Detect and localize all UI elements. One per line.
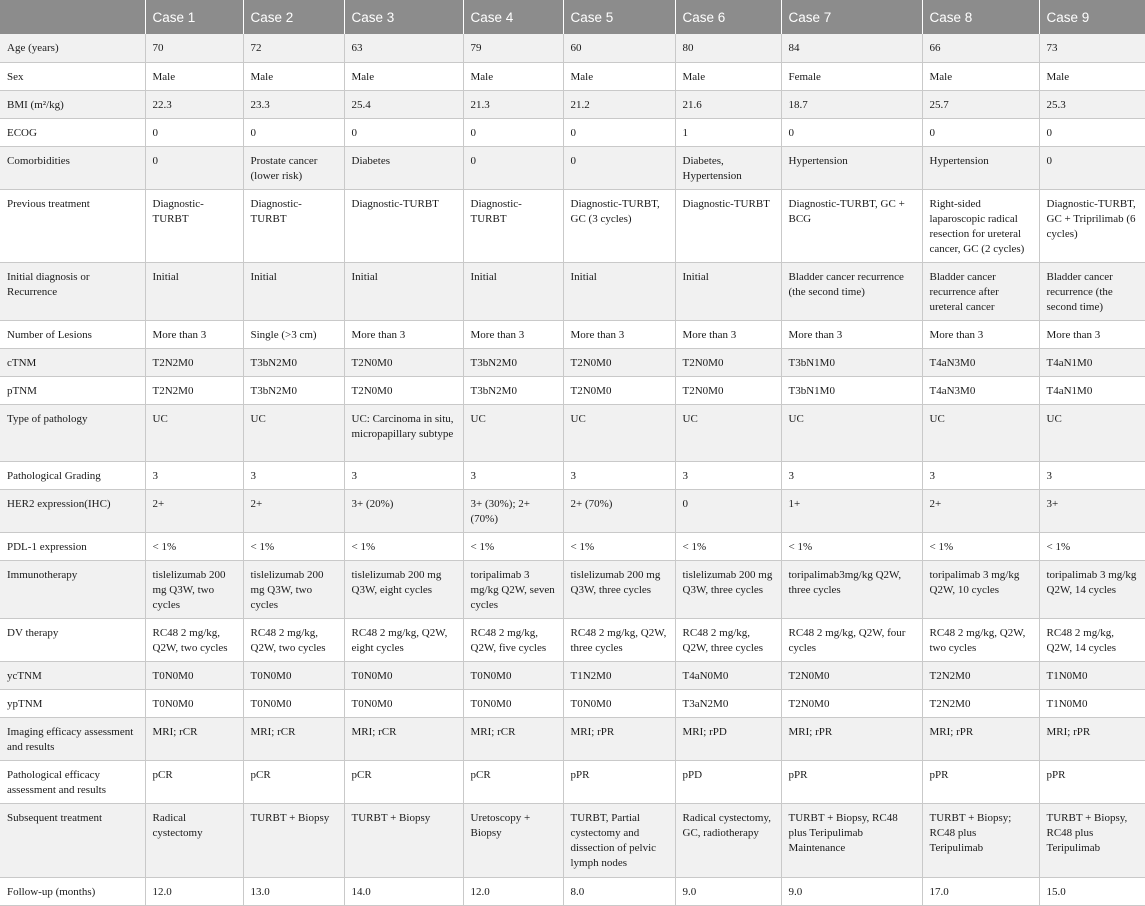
table-cell: toripalimab3mg/kg Q2W, three cycles — [781, 560, 922, 618]
table-cell: 72 — [243, 34, 344, 62]
table-cell: Diabetes — [344, 146, 463, 189]
table-cell: Bladder cancer recurrence after ureteral cancer — [922, 262, 1039, 320]
table-cell: toripalimab 3 mg/kg Q2W, 10 cycles — [922, 560, 1039, 618]
row-label: Age (years) — [0, 34, 145, 62]
row-label: ycTNM — [0, 661, 145, 689]
table-row — [0, 376, 1145, 404]
table-cell: Radical cystectomy — [145, 803, 243, 877]
row-label: cTNM — [0, 348, 145, 376]
table-cell: Initial — [675, 262, 781, 320]
table-cell: < 1% — [922, 532, 1039, 560]
table-cell: tislelizumab 200 mg Q3W, three cycles — [675, 560, 781, 618]
table-cell: More than 3 — [1039, 320, 1145, 348]
table-cell: 9.0 — [675, 877, 781, 905]
table-cell: 9.0 — [781, 877, 922, 905]
table-cell: UC — [1039, 404, 1145, 461]
table-cell: < 1% — [675, 532, 781, 560]
row-label: ypTNM — [0, 689, 145, 717]
row-label: Previous treatment — [0, 189, 145, 262]
table-cell: Male — [145, 62, 243, 90]
table-cell: MRI; rPR — [1039, 717, 1145, 760]
table-cell: TURBT + Biopsy; RC48 plus Teripulimab — [922, 803, 1039, 877]
table-row — [0, 803, 1145, 877]
row-label: Pathological Grading — [0, 461, 145, 489]
table-cell: UC: Carcinoma in situ, micropapillary subtype — [344, 404, 463, 461]
table-cell: Bladder cancer recurrence (the second time) — [1039, 262, 1145, 320]
table-cell: < 1% — [344, 532, 463, 560]
table-cell: 60 — [563, 34, 675, 62]
table-cell: 1 — [675, 118, 781, 146]
header-corner — [0, 0, 145, 34]
table-cell: Diagnostic-TURBT, GC + BCG — [781, 189, 922, 262]
table-cell: T2N0M0 — [675, 376, 781, 404]
table-cell: T0N0M0 — [463, 661, 563, 689]
table-cell: T0N0M0 — [563, 689, 675, 717]
table-cell: 3+ (20%) — [344, 489, 463, 532]
table-cell: 0 — [563, 146, 675, 189]
table-cell: 1+ — [781, 489, 922, 532]
table-cell: More than 3 — [922, 320, 1039, 348]
table-cell: pCR — [463, 760, 563, 803]
table-cell: Diagnostic-TURBT — [463, 189, 563, 262]
table-cell: 80 — [675, 34, 781, 62]
table-cell: 3+ (30%); 2+ (70%) — [463, 489, 563, 532]
table-cell: 2+ — [145, 489, 243, 532]
table-cell: T4aN1M0 — [1039, 376, 1145, 404]
table-cell: Right-sided laparoscopic radical resection for ureteral cancer, GC (2 cycles) — [922, 189, 1039, 262]
table-cell: MRI; rPR — [922, 717, 1039, 760]
table-cell: Initial — [145, 262, 243, 320]
table-row — [0, 689, 1145, 717]
table-cell: 3 — [243, 461, 344, 489]
table-cell: 2+ — [243, 489, 344, 532]
table-cell: 25.7 — [922, 90, 1039, 118]
table-header-row — [0, 0, 1145, 34]
table-cell: 63 — [344, 34, 463, 62]
row-label: DV therapy — [0, 618, 145, 661]
table-cell: 13.0 — [243, 877, 344, 905]
table-cell: T0N0M0 — [243, 661, 344, 689]
table-row — [0, 146, 1145, 189]
table-cell: 21.3 — [463, 90, 563, 118]
row-label: Pathological efficacy assessment and results — [0, 760, 145, 803]
table-cell: UC — [922, 404, 1039, 461]
table-cell: T2N0M0 — [781, 661, 922, 689]
table-cell: Uretoscopy + Biopsy — [463, 803, 563, 877]
table-row — [0, 34, 1145, 62]
table-cell: T3bN1M0 — [781, 376, 922, 404]
table-cell: 14.0 — [344, 877, 463, 905]
table-cell: UC — [675, 404, 781, 461]
header-case-4: Case 4 — [463, 0, 563, 34]
table-cell: toripalimab 3 mg/kg Q2W, seven cycles — [463, 560, 563, 618]
table-cell: 0 — [675, 489, 781, 532]
table-cell: tislelizumab 200 mg Q3W, three cycles — [563, 560, 675, 618]
table-cell: T2N0M0 — [781, 689, 922, 717]
table-row — [0, 262, 1145, 320]
table-cell: Diagnostic-TURBT — [344, 189, 463, 262]
table-cell: T1N0M0 — [1039, 689, 1145, 717]
table-cell: MRI; rPD — [675, 717, 781, 760]
table-cell: 15.0 — [1039, 877, 1145, 905]
row-label: Sex — [0, 62, 145, 90]
table-cell: RC48 2 mg/kg, Q2W, three cycles — [563, 618, 675, 661]
table-cell: TURBT + Biopsy — [344, 803, 463, 877]
table-cell: TURBT, Partial cystectomy and dissection of pelvic lymph nodes — [563, 803, 675, 877]
table-cell: T3bN2M0 — [243, 348, 344, 376]
row-label: Imaging efficacy assessment and results — [0, 717, 145, 760]
table-cell: T0N0M0 — [463, 689, 563, 717]
table-cell: Hypertension — [922, 146, 1039, 189]
table-cell: RC48 2 mg/kg, Q2W, eight cycles — [344, 618, 463, 661]
header-case-5: Case 5 — [563, 0, 675, 34]
table-cell: < 1% — [463, 532, 563, 560]
header-case-3: Case 3 — [344, 0, 463, 34]
row-label: Immunotherapy — [0, 560, 145, 618]
table-cell: T0N0M0 — [243, 689, 344, 717]
table-cell: Initial — [563, 262, 675, 320]
table-cell: T2N0M0 — [563, 376, 675, 404]
table-cell: T1N2M0 — [563, 661, 675, 689]
row-label: Initial diagnosis or Recurrence — [0, 262, 145, 320]
table-cell: 23.3 — [243, 90, 344, 118]
table-cell: UC — [145, 404, 243, 461]
table-row — [0, 532, 1145, 560]
table-cell: Bladder cancer recurrence (the second time) — [781, 262, 922, 320]
table-cell: T3aN2M0 — [675, 689, 781, 717]
table-cell: 3 — [563, 461, 675, 489]
table-cell: T2N0M0 — [344, 376, 463, 404]
header-case-8: Case 8 — [922, 0, 1039, 34]
table-cell: 12.0 — [145, 877, 243, 905]
table-cell: 2+ — [922, 489, 1039, 532]
table-row — [0, 348, 1145, 376]
table-cell: T4aN3M0 — [922, 348, 1039, 376]
table-cell: 0 — [1039, 118, 1145, 146]
table-cell: 0 — [781, 118, 922, 146]
table-cell: T3bN1M0 — [781, 348, 922, 376]
table-cell: Single (>3 cm) — [243, 320, 344, 348]
table-cell: pCR — [344, 760, 463, 803]
row-label: Follow-up (months) — [0, 877, 145, 905]
table-row — [0, 560, 1145, 618]
table-body — [0, 34, 1145, 905]
row-label: HER2 expression(IHC) — [0, 489, 145, 532]
table-cell: UC — [563, 404, 675, 461]
table-cell: 18.7 — [781, 90, 922, 118]
table-cell: tislelizumab 200 mg Q3W, two cycles — [243, 560, 344, 618]
table-cell: Prostate cancer (lower risk) — [243, 146, 344, 189]
table-cell: T0N0M0 — [344, 689, 463, 717]
table-cell: 3 — [463, 461, 563, 489]
table-cell: Diagnostic-TURBT — [675, 189, 781, 262]
table-cell: UC — [463, 404, 563, 461]
table-cell: MRI; rCR — [463, 717, 563, 760]
table-row — [0, 118, 1145, 146]
table-cell: More than 3 — [145, 320, 243, 348]
header-case-2: Case 2 — [243, 0, 344, 34]
table-row — [0, 717, 1145, 760]
row-label: Comorbidities — [0, 146, 145, 189]
header-case-6: Case 6 — [675, 0, 781, 34]
table-cell: pPR — [922, 760, 1039, 803]
table-cell: RC48 2 mg/kg, Q2W, 14 cycles — [1039, 618, 1145, 661]
table-cell: Diagnostic-TURBT, GC + Triprilimab (6 cycles) — [1039, 189, 1145, 262]
table-row — [0, 461, 1145, 489]
table-cell: 0 — [243, 118, 344, 146]
table-row — [0, 877, 1145, 905]
table-cell: 3 — [922, 461, 1039, 489]
table-cell: toripalimab 3 mg/kg Q2W, 14 cycles — [1039, 560, 1145, 618]
table-cell: 0 — [1039, 146, 1145, 189]
table-cell: pPR — [1039, 760, 1145, 803]
table-cell: 25.4 — [344, 90, 463, 118]
table-cell: 2+ (70%) — [563, 489, 675, 532]
table-cell: T0N0M0 — [145, 689, 243, 717]
table-cell: RC48 2 mg/kg, Q2W, two cycles — [243, 618, 344, 661]
table-cell: 3 — [675, 461, 781, 489]
table-cell: More than 3 — [563, 320, 675, 348]
table-cell: TURBT + Biopsy, RC48 plus Teripulimab — [1039, 803, 1145, 877]
row-label: BMI (m²/kg) — [0, 90, 145, 118]
table-cell: Male — [463, 62, 563, 90]
table-cell: T2N2M0 — [145, 348, 243, 376]
table-cell: 0 — [463, 118, 563, 146]
table-cell: 0 — [922, 118, 1039, 146]
table-cell: RC48 2 mg/kg, Q2W, two cycles — [145, 618, 243, 661]
table-row — [0, 489, 1145, 532]
table-cell: MRI; rPR — [563, 717, 675, 760]
table-cell: 0 — [344, 118, 463, 146]
table-cell: T1N0M0 — [1039, 661, 1145, 689]
table-cell: Hypertension — [781, 146, 922, 189]
table-cell: tislelizumab 200 mg Q3W, eight cycles — [344, 560, 463, 618]
table-row — [0, 760, 1145, 803]
table-cell: MRI; rPR — [781, 717, 922, 760]
table-cell: pPR — [781, 760, 922, 803]
table-cell: More than 3 — [781, 320, 922, 348]
table-row — [0, 618, 1145, 661]
table-cell: Male — [1039, 62, 1145, 90]
table-cell: pPR — [563, 760, 675, 803]
header-case-1: Case 1 — [145, 0, 243, 34]
table-cell: T2N0M0 — [675, 348, 781, 376]
table-cell: 21.6 — [675, 90, 781, 118]
table-cell: 22.3 — [145, 90, 243, 118]
table-cell: < 1% — [145, 532, 243, 560]
row-label: Subsequent treatment — [0, 803, 145, 877]
table-cell: 0 — [145, 146, 243, 189]
table-cell: T3bN2M0 — [463, 348, 563, 376]
table-cell: T0N0M0 — [145, 661, 243, 689]
table-row — [0, 661, 1145, 689]
table-cell: UC — [781, 404, 922, 461]
table-cell: UC — [243, 404, 344, 461]
table-cell: MRI; rCR — [145, 717, 243, 760]
row-label: PDL-1 expression — [0, 532, 145, 560]
header-case-7: Case 7 — [781, 0, 922, 34]
table-cell: 17.0 — [922, 877, 1039, 905]
table-cell: < 1% — [243, 532, 344, 560]
table-cell: Diabetes, Hypertension — [675, 146, 781, 189]
table-cell: T3bN2M0 — [243, 376, 344, 404]
table-cell: Male — [344, 62, 463, 90]
table-cell: T4aN3M0 — [922, 376, 1039, 404]
table-cell: More than 3 — [463, 320, 563, 348]
table-row — [0, 90, 1145, 118]
table-cell: < 1% — [563, 532, 675, 560]
table-cell: 21.2 — [563, 90, 675, 118]
table-cell: pCR — [243, 760, 344, 803]
table-cell: Male — [922, 62, 1039, 90]
table-row — [0, 320, 1145, 348]
table-cell: 66 — [922, 34, 1039, 62]
table-cell: T2N0M0 — [344, 348, 463, 376]
table-cell: RC48 2 mg/kg, Q2W, three cycles — [675, 618, 781, 661]
table-cell: tislelizumab 200 mg Q3W, two cycles — [145, 560, 243, 618]
table-cell: T4aN0M0 — [675, 661, 781, 689]
row-label: Type of pathology — [0, 404, 145, 461]
table-cell: 12.0 — [463, 877, 563, 905]
table-cell: More than 3 — [675, 320, 781, 348]
table-cell: RC48 2 mg/kg, Q2W, four cycles — [781, 618, 922, 661]
table-cell: < 1% — [781, 532, 922, 560]
table-cell: 79 — [463, 34, 563, 62]
table-cell: T2N2M0 — [922, 689, 1039, 717]
table-cell: Initial — [463, 262, 563, 320]
table-cell: 70 — [145, 34, 243, 62]
table-cell: 3 — [1039, 461, 1145, 489]
table-cell: MRI; rCR — [243, 717, 344, 760]
table-cell: Male — [243, 62, 344, 90]
table-row — [0, 189, 1145, 262]
table-cell: pCR — [145, 760, 243, 803]
header-case-9: Case 9 — [1039, 0, 1145, 34]
table-cell: 84 — [781, 34, 922, 62]
table-cell: T0N0M0 — [344, 661, 463, 689]
table-cell: 3 — [344, 461, 463, 489]
table-cell: 3 — [145, 461, 243, 489]
table-cell: TURBT + Biopsy, RC48 plus Teripulimab Maintenance — [781, 803, 922, 877]
table-cell: 3 — [781, 461, 922, 489]
table-cell: Male — [675, 62, 781, 90]
table-cell: T2N2M0 — [922, 661, 1039, 689]
table-cell: Diagnostic-TURBT — [145, 189, 243, 262]
table-cell: Initial — [344, 262, 463, 320]
table-cell: Male — [563, 62, 675, 90]
table-cell: 25.3 — [1039, 90, 1145, 118]
table-cell: Initial — [243, 262, 344, 320]
table-cell: RC48 2 mg/kg, Q2W, two cycles — [922, 618, 1039, 661]
table-cell: T3bN2M0 — [463, 376, 563, 404]
table-cell: T4aN1M0 — [1039, 348, 1145, 376]
table-cell: More than 3 — [344, 320, 463, 348]
table-cell: 73 — [1039, 34, 1145, 62]
table-cell: 8.0 — [563, 877, 675, 905]
table-cell: T2N0M0 — [563, 348, 675, 376]
table-cell: MRI; rCR — [344, 717, 463, 760]
table-cell: Female — [781, 62, 922, 90]
row-label: ECOG — [0, 118, 145, 146]
table-cell: T2N2M0 — [145, 376, 243, 404]
table-cell: TURBT + Biopsy — [243, 803, 344, 877]
table-cell: < 1% — [1039, 532, 1145, 560]
table-cell: 0 — [563, 118, 675, 146]
table-cell: Diagnostic-TURBT, GC (3 cycles) — [563, 189, 675, 262]
table-row — [0, 62, 1145, 90]
table-cell: Diagnostic-TURBT — [243, 189, 344, 262]
table-cell: RC48 2 mg/kg, Q2W, five cycles — [463, 618, 563, 661]
table-cell: 0 — [145, 118, 243, 146]
table-cell: 0 — [463, 146, 563, 189]
table-cell: 3+ — [1039, 489, 1145, 532]
table-cell: Radical cystectomy, GC, radiotherapy — [675, 803, 781, 877]
row-label: pTNM — [0, 376, 145, 404]
table-row — [0, 404, 1145, 461]
row-label: Number of Lesions — [0, 320, 145, 348]
table-cell: pPD — [675, 760, 781, 803]
